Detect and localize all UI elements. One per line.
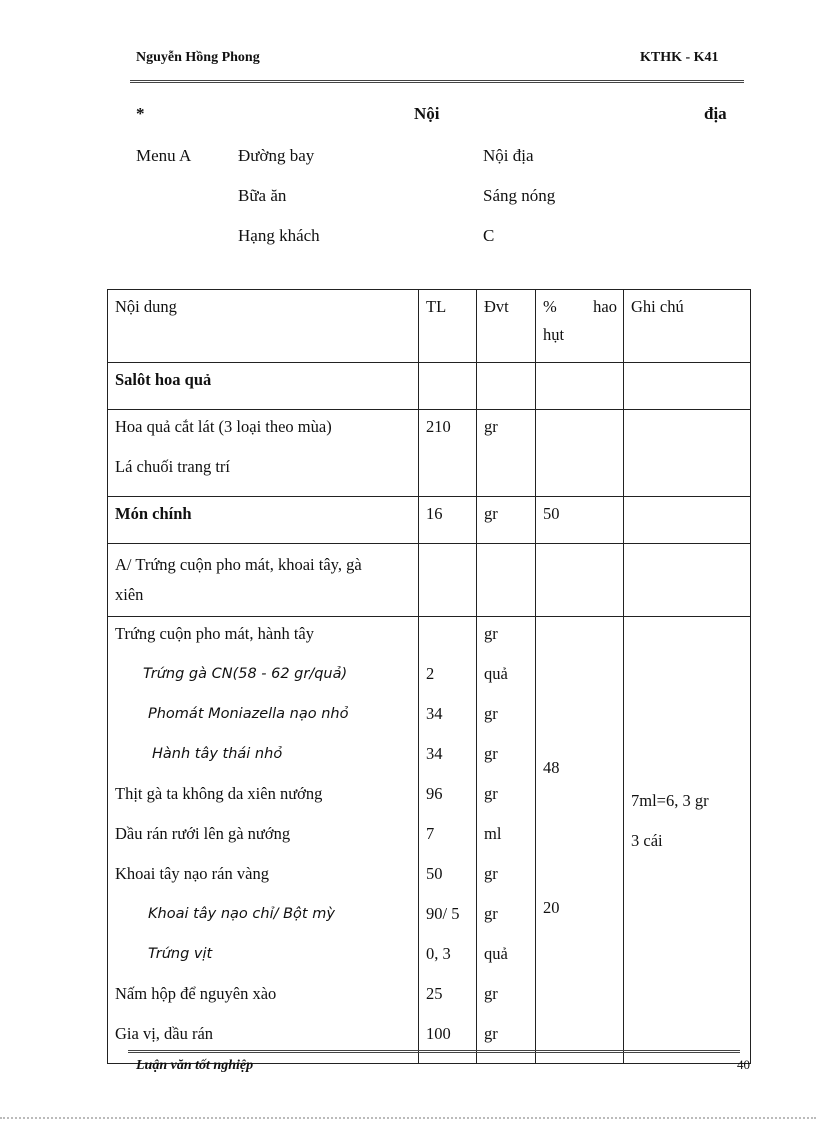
row-ingredients-dvt: gr quả gr gr gr ml gr gr quả gr gr [477, 617, 536, 1064]
menu-route-label: Đường bay [238, 146, 315, 165]
ingredient-name: Dầu rán rưới lên gà nướng [115, 824, 291, 843]
header-author: Nguyễn Hồng Phong [136, 50, 260, 65]
ingredient-name: Khoai tây nạo chỉ/ Bột mỳ [148, 906, 335, 922]
menu-label: Menu A [136, 146, 192, 165]
row-main-tl: 16 [419, 497, 477, 544]
row-ingredients-content [108, 617, 419, 1064]
ingredient-name: Hành tây thái nhỏ [152, 746, 283, 762]
header-content: Nội dung [108, 290, 419, 363]
footer-title: Luận văn tốt nghiệp [136, 1058, 254, 1073]
menu-meal-label: Bữa ăn [238, 186, 287, 205]
ingredient-name: Nấm hộp để nguyên xào [115, 984, 277, 1003]
header-loss-b: hao [593, 297, 617, 316]
menu-route-value: Nội địa [483, 146, 534, 165]
row-fruit-dvt: gr [477, 410, 536, 497]
header-tl: TL [419, 290, 477, 363]
row-ingredients-note [624, 617, 751, 1064]
table-row [108, 544, 751, 617]
menu-table [107, 289, 751, 1064]
header-loss-c: hụt [543, 325, 565, 344]
header-code: KTHK - K41 [640, 50, 719, 65]
header-dvt: Đvt [477, 290, 536, 363]
footer-divider [128, 1050, 740, 1053]
table-row [108, 497, 751, 544]
ingredient-name: Khoai tây nạo rán vàng [115, 864, 269, 883]
row-ingredients-tl: 2 34 34 96 7 50 90/ 5 0, 3 25 100 [419, 617, 477, 1064]
row-fruit-content: Hoa quả cắt lát (3 loại theo mùa) Lá chuối trang trí [108, 410, 419, 497]
header-loss [536, 290, 624, 363]
menu-meal-value: Sáng nóng [483, 186, 556, 205]
ingredient-name: Trứng cuộn pho mát, hành tây [115, 624, 314, 643]
note-value: 3 cái [631, 831, 663, 850]
ingredient-name: Phomát Moniazella nạo nhỏ [148, 706, 349, 722]
header-divider [130, 80, 744, 83]
row-main-loss: 50 [536, 497, 624, 544]
page-edge-dots [0, 1117, 816, 1119]
section-bullet: * [136, 104, 145, 123]
ingredient-name: Trứng gà CN(58 - 62 gr/quả) [143, 666, 348, 682]
loss-value: 20 [543, 898, 560, 917]
header-loss-a: % [543, 297, 557, 316]
row-fruit-tl: 210 [419, 410, 477, 497]
table-row [108, 617, 751, 1064]
ingredient-name: Thịt gà ta không da xiên nướng [115, 784, 323, 803]
table-row [108, 363, 751, 410]
table-header-row [108, 290, 751, 363]
row-dish-a-title: A/ Trứng cuộn pho mát, khoai tây, gà xiên [108, 544, 419, 617]
section-word-2: địa [704, 104, 727, 123]
ingredient-name: Trứng vịt [148, 946, 213, 962]
row-main-dvt: gr [477, 497, 536, 544]
section-word-1: Nội [414, 104, 440, 123]
row-main-title: Món chính [108, 497, 419, 544]
header-note: Ghi chú [624, 290, 751, 363]
menu-class-value: C [483, 226, 495, 245]
page-number: 40 [737, 1057, 750, 1072]
row-ingredients-loss [536, 617, 624, 1064]
loss-value: 48 [543, 758, 560, 777]
ingredient-name: Gia vị, dầu rán [115, 1024, 214, 1043]
table-row [108, 410, 751, 497]
note-value: 7ml=6, 3 gr [631, 791, 709, 810]
row-salad-title: Salôt hoa quả [108, 363, 419, 410]
menu-class-label: Hạng khách [238, 226, 320, 245]
